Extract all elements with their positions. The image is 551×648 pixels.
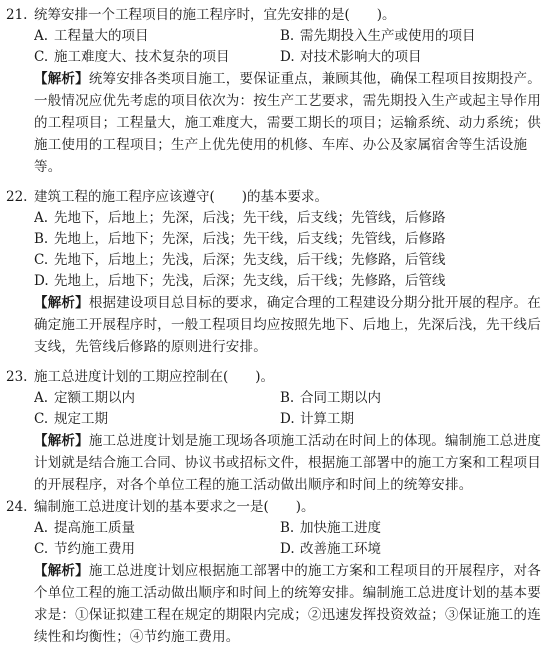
explanation [6, 68, 543, 178]
question-stem [6, 366, 543, 388]
explanation-tag: 【解析】 [34, 71, 89, 87]
option-a: A. 定额工期以内 [34, 390, 135, 406]
explanation [6, 430, 543, 496]
question-24 [6, 496, 543, 648]
question-number: 22. [6, 189, 28, 205]
question-22 [6, 186, 543, 358]
option-a: A. 工程量大的项目 [34, 28, 149, 44]
question-text: 统筹安排一个工程项目的施工程序时，宜先安排的是( )。 [34, 7, 396, 23]
explanation [6, 292, 543, 358]
explanation-text: 施工总进度计划应根据施工部署中的施工方案和工程项目的开展程序，对各个单位工程的施工活动做出顺序和时间上的统筹安排。编制施工总进度计划的基本要求是：①保证拟建工程在规定的期限内完成；②迅速发挥投资效益；③保证施工的连续性和均衡性；④节约施工费用。 [34, 563, 541, 645]
option-a: A. 先地下，后地上；先深，后浅；先干线，后支线；先管线，后修路 [34, 210, 446, 226]
option-d: D. 对技术影响大的项目 [280, 49, 422, 65]
option-b: B. 加快施工进度 [280, 520, 381, 536]
question-text: 编制施工总进度计划的基本要求之一是( )。 [34, 499, 315, 515]
options-grid [6, 388, 543, 430]
question-text: 施工总进度计划的工期应控制在( )。 [34, 369, 275, 385]
option-d: D. 先地上，后地下；先浅，后深；先支线，后干线；先修路，后管线 [34, 273, 446, 289]
explanation-tag: 【解析】 [34, 433, 89, 449]
question-text: 建筑工程的施工程序应该遵守( )的基本要求。 [34, 189, 329, 205]
option-b: B. 需先期投入生产或使用的项目 [280, 28, 476, 44]
explanation-text: 施工总进度计划是施工现场各项施工活动在时间上的体现。编制施工总进度计划就是结合施工合同、协议书或招标文件，根据施工部署中的施工方案和工程项目的开展程序，对各个单位工程的施工活动做出顺序和时间上的统筹安排。 [34, 433, 541, 493]
option-c: C. 先地下，后地上；先浅，后深；先支线，后干线；先修路，后管线 [34, 252, 446, 268]
option-a: A. 提高施工质量 [34, 520, 135, 536]
question-number: 21. [6, 7, 28, 23]
question-stem [6, 186, 543, 208]
option-d: D. 计算工期 [280, 411, 354, 427]
explanation-text: 根据建设项目总目标的要求，确定合理的工程建设分期分批开展的程序。在确定施工开展程序时，一般工程项目均应按照先地下、后地上，先深后浅，先干线后支线，先管线后修路的原则进行安排。 [34, 295, 541, 355]
explanation-text: 统筹安排各类项目施工，要保证重点，兼顾其他，确保工程项目按期投产。一般情况应优先考虑的项目依次为：按生产工艺要求，需先期投入生产或起主导作用的工程项目；工程量大，施工难度大，需要工期长的项目；运输系统、动力系统；供施工使用的工程项目；生产上优先使用的机修、车库、办公及家属宿舍等生活设施等。 [34, 71, 541, 175]
option-b: B. 先地上，后地下；先深，后浅；先干线，后支线；先管线，后修路 [34, 231, 446, 247]
explanation [6, 560, 543, 648]
question-stem [6, 496, 543, 518]
question-number: 24. [6, 499, 28, 515]
question-stem [6, 4, 543, 26]
question-21 [6, 4, 543, 178]
option-b: B. 合同工期以内 [280, 390, 381, 406]
option-d: D. 改善施工环境 [280, 541, 381, 557]
option-c: C. 施工难度大、技术复杂的项目 [34, 49, 230, 65]
question-23 [6, 366, 543, 496]
explanation-tag: 【解析】 [34, 295, 89, 311]
question-number: 23. [6, 369, 28, 385]
option-c: C. 规定工期 [34, 411, 108, 427]
option-c: C. 节约施工费用 [34, 541, 135, 557]
options-grid [6, 518, 543, 560]
explanation-tag: 【解析】 [34, 563, 89, 579]
options-grid [6, 26, 543, 68]
options-list [6, 208, 543, 292]
